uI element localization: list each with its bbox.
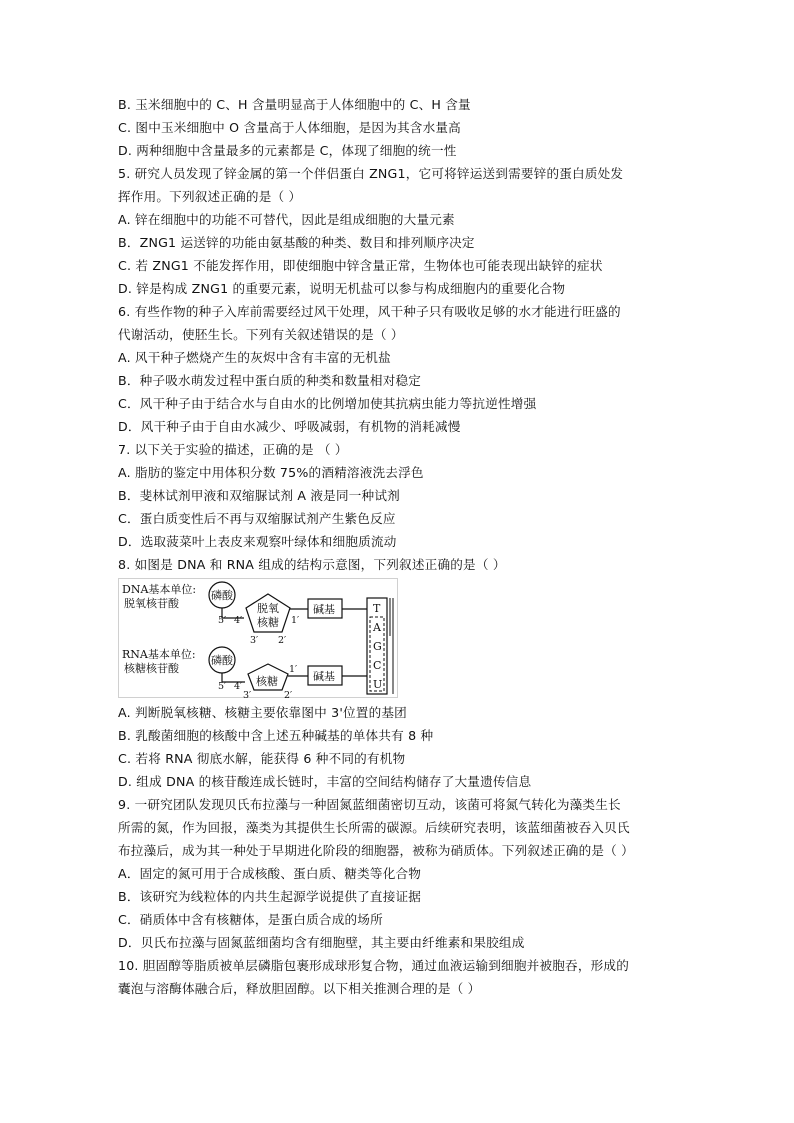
option-b: B．ZNG1 运送锌的功能由氨基酸的种类、数目和排列顺序决定 [118,235,475,250]
deoxyribose-label: 脱氧 [257,602,279,615]
option-d: D．贝氏布拉藻与固氮蓝细菌均含有细胞壁，其主要由纤维素和果胶组成 [118,935,525,950]
option-c: C．硝质体中含有核糖体，是蛋白质合成的场所 [118,912,383,927]
option-c: C. 若 ZNG1 不能发挥作用，即使细胞中锌含量正常，生物体也可能表现出缺锌的症状 [118,258,603,273]
question-8-stem: 8. 如图是 DNA 和 RNA 组成的结构示意图，下列叙述正确的是（ ） [118,557,506,572]
option-d: D. 锌是构成 ZNG1 的重要元素，说明无机盐可以参与构成细胞内的重要化合物 [118,281,566,296]
option-a: A. 判断脱氧核糖、核糖主要依靠图中 3'位置的基团 [118,705,407,720]
question-5-stem: 挥作用。下列叙述正确的是（ ） [118,189,302,204]
base-letter: T [373,602,381,615]
option-b: B. 乳酸菌细胞的核酸中含上述五种碱基的单体共有 8 种 [118,728,434,743]
rna-label: RNA基本单位: [122,648,196,661]
phosphate-label: 磷酸 [211,589,233,602]
rna-label: 核糖核苷酸 [124,662,179,675]
option-d: D．风干种子由于自由水减少、呼吸减弱，有机物的消耗减慢 [118,419,461,434]
phosphate-label: 磷酸 [211,654,233,667]
question-7-stem: 7. 以下关于实验的描述，正确的是 （ ） [118,442,348,457]
option-d: D. 组成 DNA 的核苷酸连成长链时，丰富的空间结构储存了大量遗传信息 [118,774,532,789]
carbon-5-label: 5′ [218,681,227,692]
exam-page [118,93,678,1000]
option-b: B．种子吸水萌发过程中蛋白质的种类和数量相对稳定 [118,373,422,388]
base-letter: A [373,621,381,634]
question-10-stem: 囊泡与溶酶体融合后，释放胆固醇。以下相关推测合理的是（ ） [118,981,481,996]
base-letter: U [373,678,383,691]
base-letter: G [373,640,382,653]
dna-label: 脱氧核苷酸 [124,597,179,610]
carbon-1-label: 1′ [289,664,298,675]
nucleotide-structure-figure [118,578,398,698]
question-6-stem: 代谢活动，使胚生长。下列有关叙述错误的是（ ） [118,327,404,342]
text-line: C. 图中玉米细胞中 O 含量高于人体细胞，是因为其含水量高 [118,120,461,135]
carbon-3-label: 3′ [243,690,252,698]
question-6-stem: 6. 有些作物的种子入库前需要经过风干处理，风干种子只有吸收足够的水才能进行旺盛的 [118,304,621,319]
option-b: B．该研究为线粒体的内共生起源学说提供了直接证据 [118,889,422,904]
text-line: D. 两种细胞中含量最多的元素都是 C，体现了细胞的统一性 [118,143,457,158]
base-letter: C [373,659,382,672]
option-a: A. 锌在细胞中的功能不可替代，因此是组成细胞的大量元素 [118,212,455,227]
ribose-label: 核糖 [256,675,278,688]
carbon-4-label: 4′ [234,615,243,626]
option-a: A．固定的氮可用于合成核酸、蛋白质、糖类等化合物 [118,866,422,881]
base-label: 碱基 [313,670,335,683]
option-d: D．选取菠菜叶上表皮来观察叶绿体和细胞质流动 [118,534,397,549]
carbon-1-label: 1′ [291,615,300,626]
text-line: B. 玉米细胞中的 C、H 含量明显高于人体细胞中的 C、H 含量 [118,97,471,112]
question-9-stem: 布拉藻后，成为其一种处于早期进化阶段的细胞器，被称为硝质体。下列叙述正确的是（ ） [118,843,634,858]
carbon-2-label: 2′ [278,635,287,646]
carbon-3-label: 3′ [250,635,259,646]
option-a: A. 脂肪的鉴定中用体积分数 75%的酒精溶液洗去浮色 [118,465,424,480]
option-c: C．风干种子由于结合水与自由水的比例增加使其抗病虫能力等抗逆性增强 [118,396,537,411]
question-10-stem: 10. 胆固醇等脂质被单层磷脂包裹形成球形复合物，通过血液运输到细胞并被胞吞，形成的 [118,958,629,973]
question-5-stem: 5. 研究人员发现了锌金属的第一个伴侣蛋白 ZNG1，它可将锌运送到需要锌的蛋白质处发 [118,166,624,181]
option-b: B．斐林试剂甲液和双缩脲试剂 A 液是同一种试剂 [118,488,400,503]
carbon-4-label: 4′ [234,681,243,692]
option-c: C. 若将 RNA 彻底水解，能获得 6 种不同的有机物 [118,751,406,766]
dna-label: DNA基本单位: [122,583,197,596]
option-c: C．蛋白质变性后不再与双缩脲试剂产生紫色反应 [118,511,396,526]
base-label: 碱基 [313,603,335,616]
question-9-stem: 9. 一研究团队发现贝氏布拉藻与一种固氮蓝细菌密切互动，该菌可将氮气转化为藻类生长 [118,797,621,812]
option-a: A. 风干种子燃烧产生的灰烬中含有丰富的无机盐 [118,350,391,365]
deoxyribose-label: 核糖 [257,616,279,629]
question-9-stem: 所需的氮，作为回报，藻类为其提供生长所需的碳源。后续研究表明，该蓝细菌被吞入贝氏 [118,820,630,835]
carbon-2-label: 2′ [284,690,293,698]
carbon-5-label: 5′ [218,615,227,626]
